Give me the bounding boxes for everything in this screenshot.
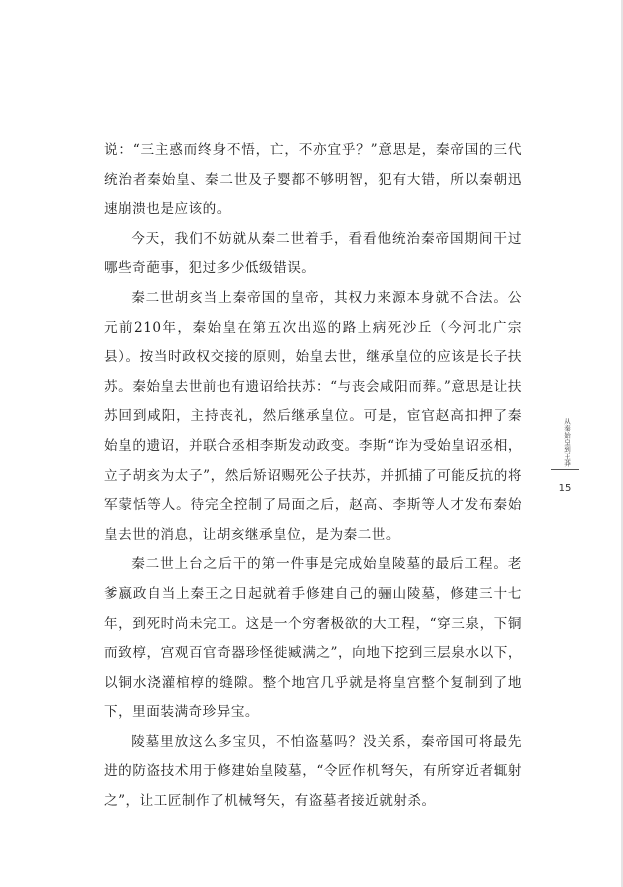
folio-rule: [551, 469, 579, 470]
paragraph-1: 说：“三主惑而终身不悟，亡，不亦宜乎？”意思是，秦帝国的三代统治者秦始皇、秦二世及子婴都不够明智，犯有大错，所以秦朝迅速崩溃也是应该的。: [104, 142, 522, 218]
paragraph-3: 秦二世胡亥当上秦帝国的皇帝，其权力来源本身就不合法。公元前210年，秦始皇在第五次出巡的路上病死沙丘（今河北广宗县）。按当时政权交接的原则，始皇去世，继承皇位的应该是长子扶苏。秦始皇去世前也有遗诏给扶苏：“与丧会咸阳而葬。”意思是让扶苏回到咸阳，主持丧礼，然后继承皇位。可是，宦官赵高扣押了秦始皇的遗诏，并联合丞相李斯发动政变。李斯“诈为受始皇诏丞相，立子胡亥为太子”，然后矫诏赐死公子扶苏，并抓捕了可能反抗的将军蒙恬等人。待完全控制了局面之后，赵高、李斯等人才发布秦始皇去世的消息，让胡亥继承皇位，是为秦二世。: [104, 289, 522, 543]
paragraph-5: 陵墓里放这么多宝贝，不怕盗墓吗？没关系，秦帝国可将最先进的防盗技术用于修建始皇陵墓，“令匠作机弩矢，有所穿近者辄射之”，让工匠制作了机械弩矢，有盗墓者接近就射杀。: [104, 733, 522, 810]
body-text: [104, 136, 522, 817]
paragraph-2: 今天，我们不妨就从秦二世着手，看看他统治秦帝国期间干过哪些奇葩事，犯过多少低级错误。: [104, 230, 522, 277]
page-number: 15: [558, 483, 572, 494]
running-title: 从秦始皇到王莽: [563, 418, 571, 467]
paragraph-4: 秦二世上台之后干的第一件事是完成始皇陵墓的最后工程。老爹嬴政自当上秦王之日起就着手修建自己的骊山陵墓，修建三十七年，到死时尚未完工。这是一个穷奢极欲的大工程，“穿三泉，下铜而致椁，宫观百官奇器珍怪徙臧满之”，向地下挖到三层泉水以下，以铜水浇灌棺椁的缝隙。整个地宫几乎就是将皇宫整个复制到了地下，里面装满奇珍异宝。: [104, 556, 522, 721]
